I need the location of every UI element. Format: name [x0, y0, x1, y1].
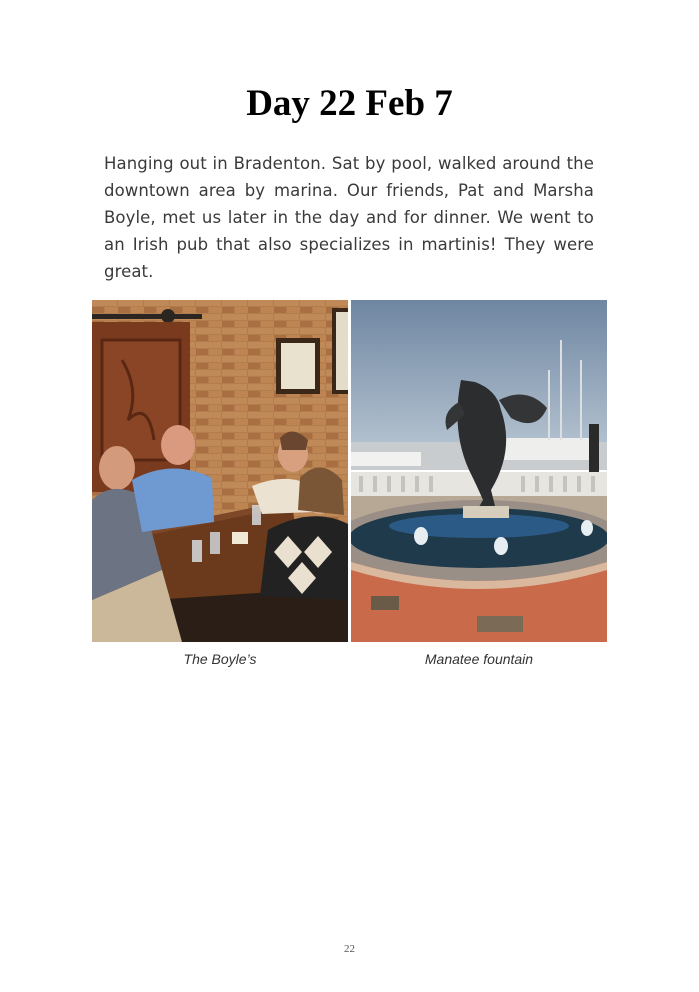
photo-the-boyles [92, 300, 348, 642]
photo-manatee-fountain [351, 300, 607, 642]
page-number: 22 [344, 943, 355, 955]
journal-entry-text: Hanging out in Bradenton. Sat by pool, walked around the downtown area by marina. Our friends, Pat and Marsha Boyle, met us later in the day and for dinner. We went to an Irish pub that also specializes in martinis! They were great. [104, 154, 594, 281]
caption-the-boyles: The Boyle’s [183, 651, 257, 667]
page-title: Day 22 Feb 7 [246, 83, 453, 124]
caption-manatee-fountain: Manatee fountain [424, 651, 534, 667]
